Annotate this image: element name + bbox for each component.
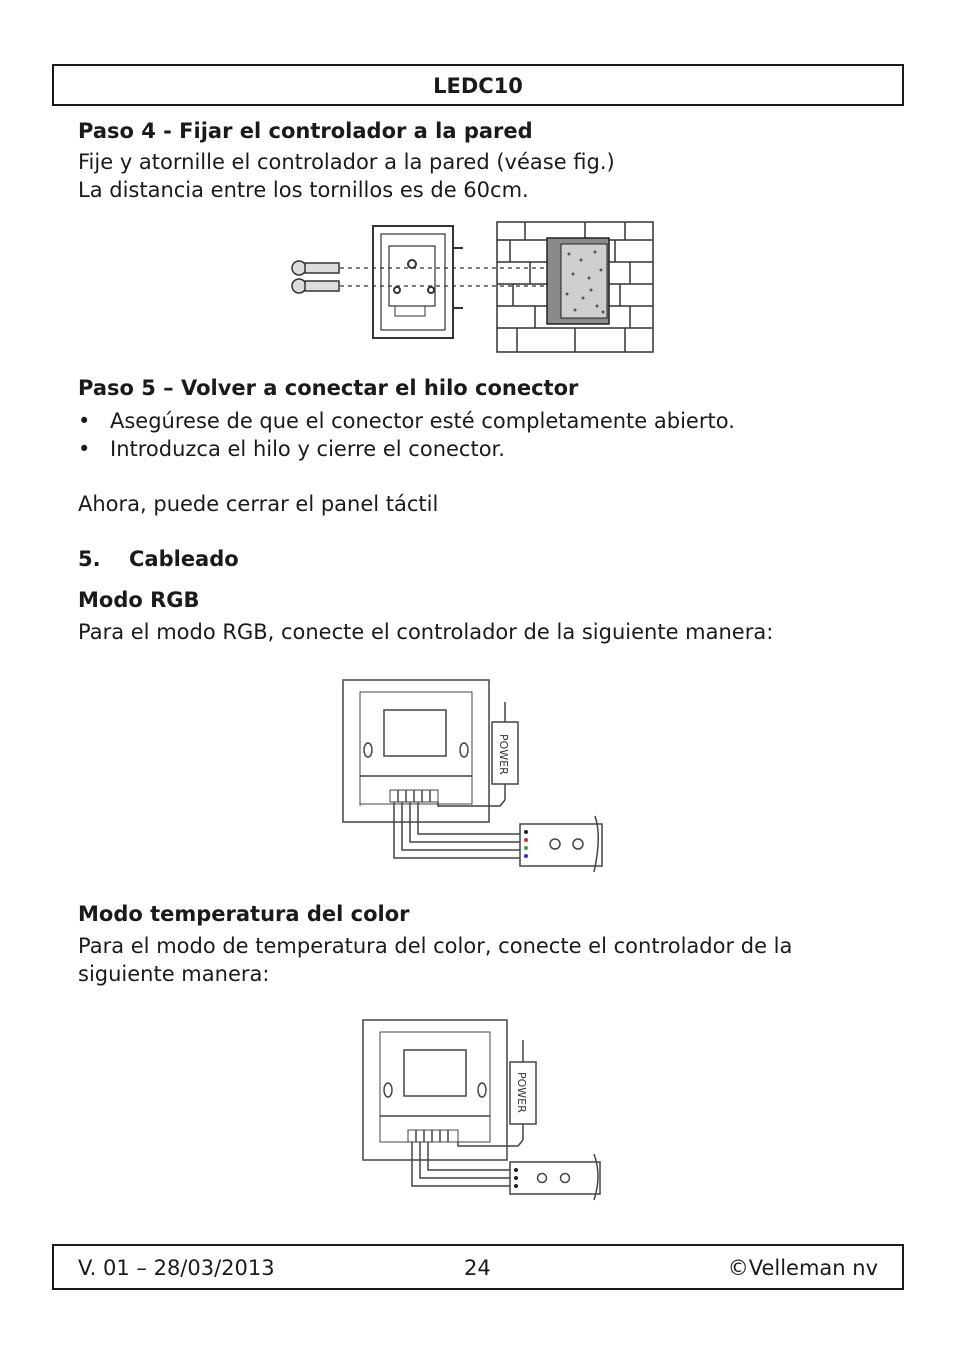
- rgb-wiring-diagram: [340, 676, 608, 872]
- power-label: POWER: [497, 734, 510, 775]
- power-label: POWER: [515, 1072, 528, 1113]
- step5-bullet-2: Introduzca el hilo y cierre el conector.: [110, 437, 505, 461]
- step5-bullet-1: Asegúrese de que el conector esté completamente abierto.: [110, 409, 735, 433]
- step5-heading: Paso 5 – Volver a conectar el hilo conector: [78, 376, 579, 400]
- footer-version: V. 01 – 28/03/2013: [78, 1256, 275, 1280]
- step4-line2: La distancia entre los tornillos es de 60cm.: [78, 178, 529, 202]
- footer-box: [52, 1244, 904, 1290]
- cct-heading: Modo temperatura del color: [78, 902, 410, 926]
- step4-line1: Fije y atornille el controlador a la pared (véase fig.): [78, 150, 615, 174]
- led-strip: [510, 1162, 600, 1194]
- page-number: 24: [464, 1256, 491, 1280]
- controller-outline: [343, 680, 489, 822]
- step4-heading: Paso 4 - Fijar el controlador a la pared: [78, 119, 533, 143]
- controller-plate: [373, 226, 463, 338]
- document-title: LEDC10: [433, 74, 523, 98]
- bullet-marker: •: [78, 409, 91, 433]
- footer-copyright: ©Velleman nv: [727, 1256, 878, 1280]
- wall-recess: [547, 238, 609, 324]
- screw-bottom: [292, 279, 339, 293]
- wall-mount-figure: [285, 218, 660, 358]
- cct-line2: siguiente manera:: [78, 962, 270, 986]
- led-strip: [520, 824, 602, 866]
- step5-closing: Ahora, puede cerrar el panel táctil: [78, 492, 439, 516]
- header-box: [52, 64, 904, 106]
- cct-wiring-diagram: [360, 1016, 606, 1202]
- bullet-marker: •: [78, 437, 91, 461]
- screw-top: [292, 261, 339, 275]
- rgb-heading: Modo RGB: [78, 588, 200, 612]
- cct-line1: Para el modo de temperatura del color, conecte el controlador de la: [78, 934, 793, 958]
- rgb-text: Para el modo RGB, conecte el controlador de la siguiente manera:: [78, 620, 774, 644]
- section-number: 5.: [78, 547, 101, 571]
- section-title: Cableado: [129, 547, 239, 571]
